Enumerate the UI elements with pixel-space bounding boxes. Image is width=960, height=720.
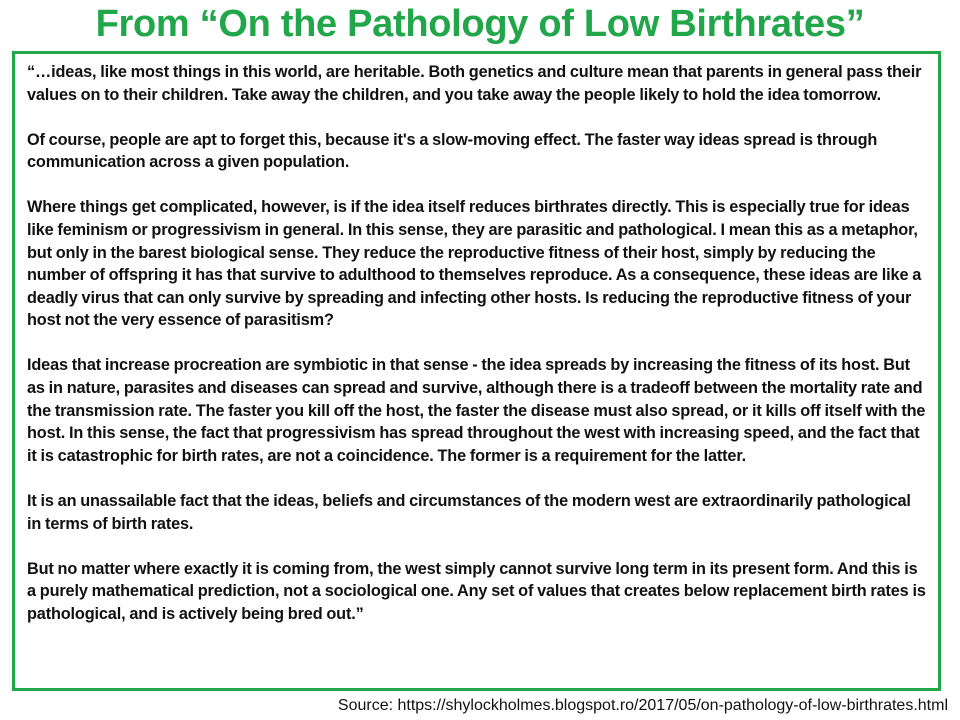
quote-paragraph-3: Where things get complicated, however, is if the idea itself reduces birthrates directly. This is especially true for ideas like feminism or progressivism in general. In this sense, they are parasitic and pathological. I mean this as a metaphor, but only in the barest biological sense. They reduce the reproductive fitness of their host, simply by reducing the number of offspring it has that survive to adulthood to themselves reproduce. As a consequence, these ideas are like a deadly virus that can only survive by spreading and infecting other hosts. Is reducing the reproductive fitness of your host not the very essence of parasitism? — [27, 198, 922, 330]
source-citation: Source: https://shylockholmes.blogspot.ro/2017/05/on-pathology-of-low-birthrates.html — [337, 697, 948, 714]
quote-paragraph-2: Of course, people are apt to forget this, because it's a slow-moving effect. The faster way ideas spread is through communication across a given population. — [27, 130, 878, 172]
slide-title: From “On the Pathology of Low Birthrates” — [95, 3, 865, 45]
quote-paragraph-1: “…ideas, like most things in this world, are heritable. Both genetics and culture mean that parents in general pass their values on to their children. Take away the children, and you take away the people likely to hold the idea tomorrow. — [27, 63, 922, 104]
quote-paragraph-5: It is an unassailable fact that the ideas, beliefs and circumstances of the modern west are extraordinarily pathological in terms of birth rates. — [27, 491, 911, 533]
quote-paragraph-6: But no matter where exactly it is coming from, the west simply cannot survive long term in its present form. And this is a purely mathematical prediction, not a sociological one. Any set of values that creates below replacement birth rates is pathological, and is actively being bred out.” — [27, 559, 926, 623]
quote-paragraph-4: Ideas that increase procreation are symbiotic in that sense - the idea spreads by increasing the fitness of its host. But as in nature, parasites and diseases can spread and survive, although there is a tradeoff between the mortality rate and the transmission rate. The faster you kill off the host, the faster the disease must also spread, or it kills off itself with the host. In this sense, the fact that progressivism has spread throughout the west with increasing speed, and the fact that it is catastrophic for birth rates, are not a coincidence. The former is a requirement for the latter. — [27, 356, 926, 465]
quote-box — [12, 51, 941, 691]
